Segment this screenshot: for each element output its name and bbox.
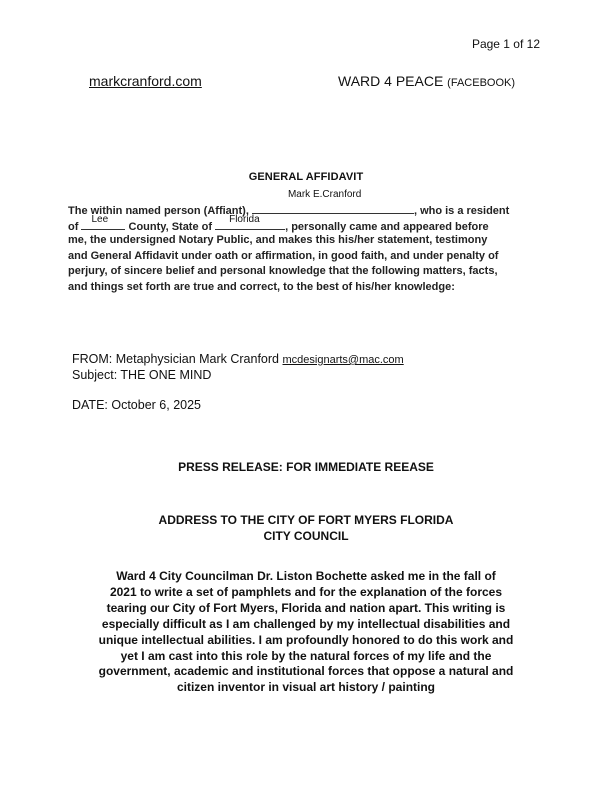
affidavit-line-1-start: The within named person (Affiant), bbox=[68, 205, 249, 217]
website-link[interactable]: markcranford.com bbox=[89, 73, 202, 89]
affidavit-line-5: perjury, of sincere belief and personal knowledge that the following matters, facts, bbox=[68, 265, 498, 277]
email-link[interactable]: mcdesignarts@mac.com bbox=[282, 354, 404, 366]
affidavit-line-3: me, the undersigned Notary Public, and makes this his/her statement, testimony bbox=[68, 234, 488, 246]
county-blank bbox=[81, 214, 125, 230]
page-number: Page 1 of 12 bbox=[471, 37, 540, 51]
ward-title-suffix: (FACEBOOK) bbox=[447, 77, 516, 89]
affidavit-line-2-mid: County, State of bbox=[128, 221, 213, 233]
body-line: Ward 4 City Councilman Dr. Liston Bochette asked me in the fall of bbox=[116, 569, 496, 583]
body-line: 2021 to write a set of pamphlets and for the explanation of the forces bbox=[109, 584, 503, 599]
body-line: yet I am cast into this role by the natural forces of my life and the bbox=[120, 648, 492, 663]
state-blank bbox=[215, 214, 285, 230]
ward-title-text: WARD 4 PEACE bbox=[338, 73, 444, 89]
state-value: Florida bbox=[229, 214, 260, 225]
memo-subject: Subject: THE ONE MIND bbox=[72, 368, 212, 382]
body-line: government, academic and institutional forces that oppose a natural and bbox=[98, 664, 514, 679]
affidavit-line-1-end: , who is a resident bbox=[413, 205, 510, 217]
affidavit-line-2-start: of bbox=[68, 221, 79, 233]
address-heading-line-1: ADDRESS TO THE CITY OF FORT MYERS FLORIDA bbox=[158, 513, 454, 527]
affidavit-line-2 bbox=[68, 214, 528, 233]
county-value: Lee bbox=[91, 214, 109, 225]
affidavit-line-4: and General Affidavit under oath or affirmation, in good faith, and under penalty of bbox=[68, 250, 499, 262]
body-line: citizen inventor in visual art history / painting bbox=[176, 680, 436, 695]
body-line: especially difficult as I am challenged by my intellectual disabilities and bbox=[101, 616, 511, 631]
affidavit-line-2-end: , personally came and appeared before bbox=[285, 221, 489, 233]
body-line: tearing our City of Fort Myers, Florida and nation apart. This writing is bbox=[106, 600, 506, 615]
ward-title bbox=[338, 73, 515, 89]
address-heading-line-2: CITY COUNCIL bbox=[263, 529, 349, 543]
affidavit-line-6: and things set forth are true and correct, to the best of his/her knowledge: bbox=[68, 281, 455, 293]
affiant-name-value: Mark E.Cranford bbox=[287, 189, 362, 200]
press-release-heading: PRESS RELEASE: FOR IMMEDIATE REEASE bbox=[178, 460, 434, 474]
body-paragraph bbox=[70, 569, 542, 696]
body-line: unique intellectual abilities. I am profoundly honored to do this work and bbox=[98, 632, 514, 647]
memo-from-label: FROM: Metaphysician Mark Cranford bbox=[72, 352, 280, 366]
affiant-name-blank bbox=[252, 189, 414, 214]
affidavit-line-1 bbox=[68, 189, 528, 217]
memo-date: DATE: October 6, 2025 bbox=[72, 398, 201, 412]
memo-from bbox=[72, 352, 404, 366]
affidavit-title: GENERAL AFFIDAVIT bbox=[248, 171, 364, 183]
